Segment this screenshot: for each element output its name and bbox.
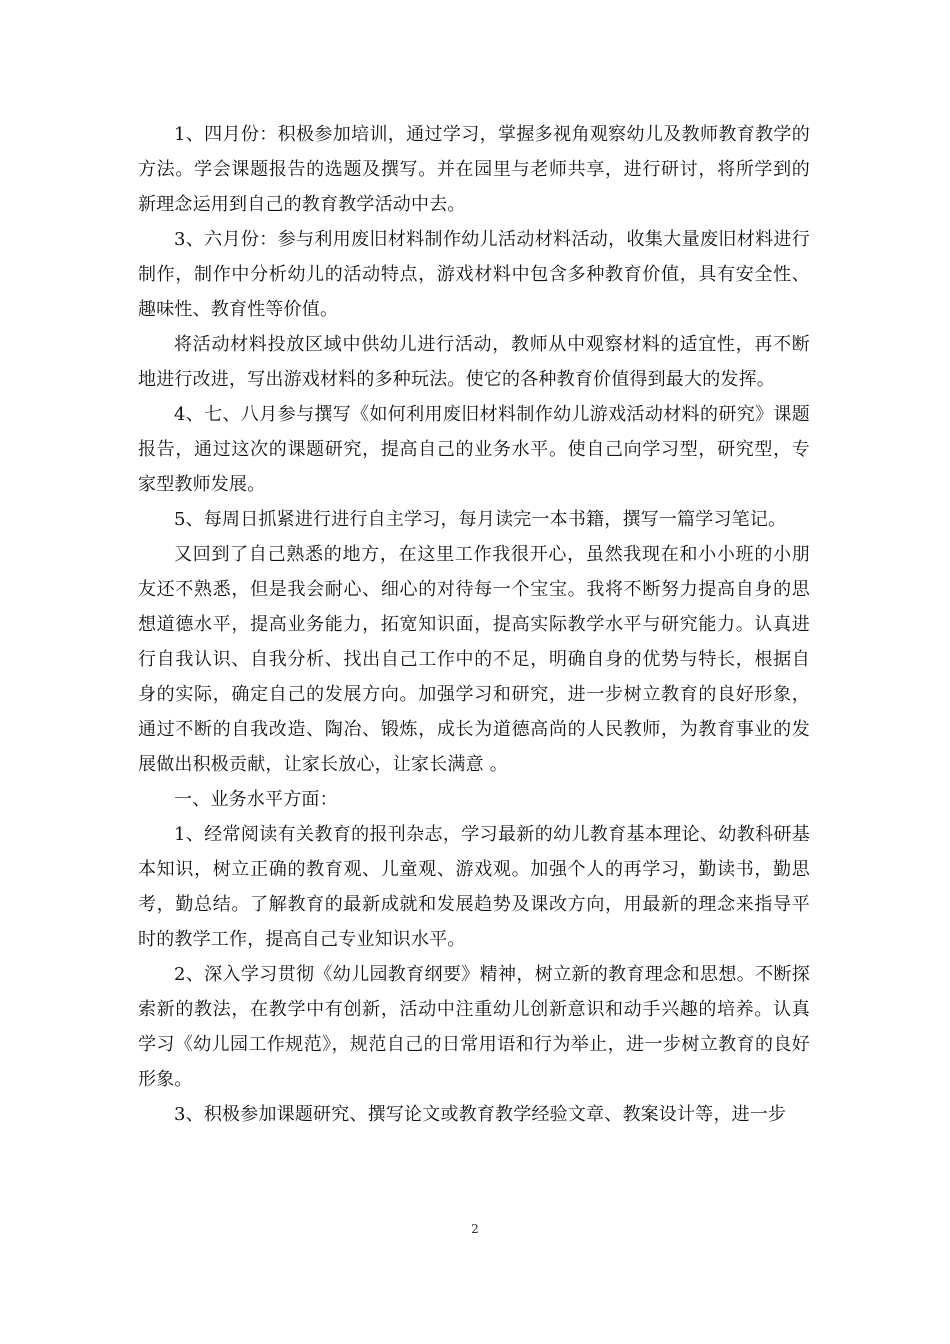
section-heading-business-level: 一、业务水平方面： (174, 789, 338, 810)
document-body (138, 117, 810, 1132)
paragraph-reading-journals: 1、经常阅读有关教育的报刊杂志，学习最新的幼儿教育基本理论、幼教科研基本知识，树立正确的教育观、儿童观、游戏观。加强个人的再学习，勤读书，勤思考，勤总结。了解教育的最新成就和发展趋势及课改方向，用最新的理念来指导平时的教学工作，提高自己专业知识水平。 (138, 824, 810, 950)
paragraph-june-materials: 3、六月份：参与利用废旧材料制作幼儿活动材料活动，收集大量废旧材料进行制作，制作中分析幼儿的活动特点，游戏材料中包含多种教育价值，具有安全性、趣味性、教育性等价值。 (138, 229, 810, 320)
paragraph-material-placement: 将活动材料投放区域中供幼儿进行活动，教师从中观察材料的适宜性，再不断地进行改进，写出游戏材料的多种玩法。使它的各种教育价值得到最大的发挥。 (138, 334, 810, 390)
paragraph-return-reflection: 又回到了自己熟悉的地方，在这里工作我很开心，虽然我现在和小小班的小朋友还不熟悉，但是我会耐心、细心的对待每一个宝宝。我将不断努力提高自身的思想道德水平，提高业务能力，拓宽知识面，提高实际教学水平与研究能力。认真进行自我认识、自我分析、找出自己工作中的不足，明确自身的优势与特长，根据自身的实际，确定自己的发展方向。加强学习和研究，进一步树立教育的良好形象，通过不断的自我改造、陶冶、锻炼，成长为道德高尚的人民教师，为教育事业的发展做出积极贡献，让家长放心，让家长满意 。 (138, 544, 810, 775)
paragraph-april-training: 1、四月份：积极参加培训，通过学习，掌握多视角观察幼儿及教师教育教学的方法。学会课题报告的选题及撰写。并在园里与老师共享，进行研讨，将所学到的新理念运用到自己的教育教学活动中去。 (138, 124, 810, 215)
paragraph-research-participation: 3、积极参加课题研究、撰写论文或教育教学经验文章、教案设计等，进一步 (174, 1104, 787, 1125)
paragraph-july-august-report: 4、七、八月参与撰写《如何利用废旧材料制作幼儿游戏活动材料的研究》课题报告，通过这次的课题研究，提高自己的业务水平。使自己向学习型，研究型，专家型教师发展。 (138, 404, 810, 495)
paragraph-weekly-study: 5、每周日抓紧进行进行自主学习，每月读完一本书籍，撰写一篇学习笔记。 (174, 509, 787, 530)
page-number: 2 (471, 1222, 479, 1236)
paragraph-outline-study: 2、深入学习贯彻《幼儿园教育纲要》精神，树立新的教育理念和思想。不断探索新的教法，在教学中有创新，活动中注重幼儿创新意识和动手兴趣的培养。认真学习《幼儿园工作规范》，规范自己的日常用语和行为举止，进一步树立教育的良好形象。 (138, 964, 810, 1090)
